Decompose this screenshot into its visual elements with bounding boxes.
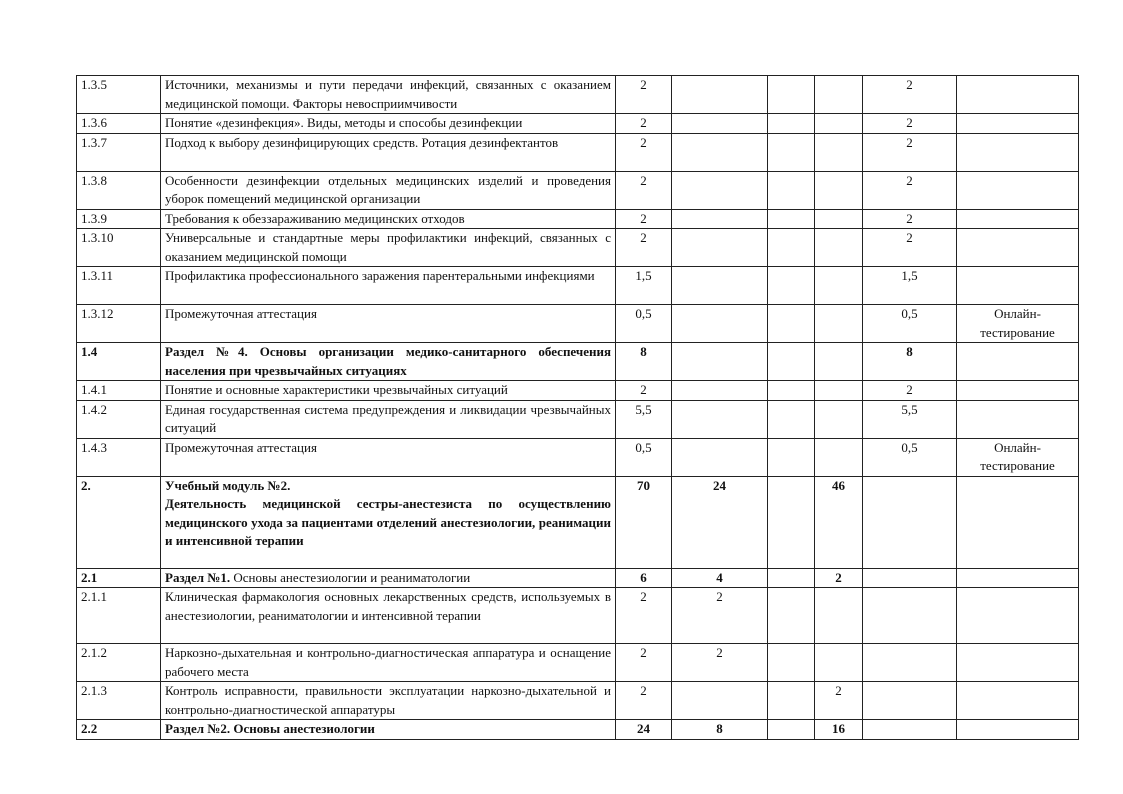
row-title — [161, 114, 616, 134]
table-row — [77, 381, 1079, 401]
row-title — [161, 438, 616, 476]
hours-col-3 — [768, 476, 815, 568]
control-form — [957, 381, 1079, 401]
row-title — [161, 76, 616, 114]
hours-lectures — [672, 682, 768, 720]
hours-total: 8 — [616, 343, 672, 381]
hours-total: 2 — [616, 644, 672, 682]
hours-distance: 2 — [863, 381, 957, 401]
hours-practice — [815, 644, 863, 682]
hours-lectures — [672, 209, 768, 229]
row-code: 1.4 — [77, 343, 161, 381]
hours-distance: 2 — [863, 229, 957, 267]
hours-practice — [815, 114, 863, 134]
hours-col-3 — [768, 171, 815, 209]
control-form — [957, 267, 1079, 305]
control-form: Онлайн-тестирование — [957, 305, 1079, 343]
control-form — [957, 114, 1079, 134]
hours-col-3 — [768, 682, 815, 720]
hours-lectures: 24 — [672, 476, 768, 568]
control-form — [957, 209, 1079, 229]
row-title — [161, 400, 616, 438]
row-title-text: Источники, механизмы и пути передачи инфекций, связанных с оказанием медицинской помощи. Факторы невосприимчивости — [165, 77, 611, 111]
hours-total: 1,5 — [616, 267, 672, 305]
row-title-text: Особенности дезинфекции отдельных медицинских изделий и проведения уборок помещений медицинской организации — [165, 172, 611, 206]
row-title — [161, 305, 616, 343]
table-row — [77, 682, 1079, 720]
row-title-text: Раздел №1. — [165, 569, 231, 585]
hours-practice: 2 — [815, 568, 863, 588]
row-title-line: Деятельность медицинской сестры-анестезиста по осуществлению медицинского ухода за пациентами отделений анестезиологии, реанимации и интенсивной терапии — [165, 496, 611, 548]
table-row — [77, 229, 1079, 267]
row-code: 2.1.3 — [77, 682, 161, 720]
row-code: 1.4.3 — [77, 438, 161, 476]
hours-distance: 2 — [863, 171, 957, 209]
row-code: 1.3.6 — [77, 114, 161, 134]
hours-col-3 — [768, 305, 815, 343]
hours-practice: 46 — [815, 476, 863, 568]
hours-col-3 — [768, 568, 815, 588]
row-title — [161, 343, 616, 381]
hours-lectures — [672, 343, 768, 381]
hours-distance — [863, 588, 957, 644]
hours-distance: 5,5 — [863, 400, 957, 438]
hours-total: 2 — [616, 171, 672, 209]
hours-col-3 — [768, 381, 815, 401]
hours-lectures — [672, 133, 768, 171]
row-title — [161, 720, 616, 740]
control-form — [957, 568, 1079, 588]
row-title-text: Универсальные и стандартные меры профилактики инфекций, связанных с оказанием медицинской помощи — [165, 230, 611, 264]
hours-distance: 8 — [863, 343, 957, 381]
hours-total: 70 — [616, 476, 672, 568]
hours-total: 2 — [616, 114, 672, 134]
hours-total: 2 — [616, 588, 672, 644]
row-title — [161, 682, 616, 720]
control-form — [957, 229, 1079, 267]
hours-practice — [815, 76, 863, 114]
hours-practice — [815, 209, 863, 229]
row-title-text: Учебный модуль №2. — [165, 477, 291, 493]
row-code: 1.3.7 — [77, 133, 161, 171]
control-form — [957, 682, 1079, 720]
hours-lectures: 4 — [672, 568, 768, 588]
hours-lectures — [672, 76, 768, 114]
control-form — [957, 171, 1079, 209]
hours-lectures: 2 — [672, 644, 768, 682]
hours-distance: 2 — [863, 76, 957, 114]
row-title — [161, 568, 616, 588]
hours-practice — [815, 133, 863, 171]
hours-total: 2 — [616, 209, 672, 229]
hours-distance: 2 — [863, 114, 957, 134]
hours-practice — [815, 171, 863, 209]
hours-col-3 — [768, 343, 815, 381]
hours-distance: 0,5 — [863, 438, 957, 476]
control-form — [957, 588, 1079, 644]
hours-practice — [815, 343, 863, 381]
hours-total: 2 — [616, 682, 672, 720]
hours-distance — [863, 568, 957, 588]
table-row — [77, 568, 1079, 588]
row-title-text: Контроль исправности, правильности эксплуатации наркозно-дыхательной и контрольно-диагностической аппаратуры — [165, 683, 611, 717]
row-code: 2.1 — [77, 568, 161, 588]
hours-distance: 2 — [863, 133, 957, 171]
row-title-text: Наркозно-дыхательная и контрольно-диагностическая аппаратура и оснащение рабочего места — [165, 645, 611, 679]
row-code: 2.1.1 — [77, 588, 161, 644]
hours-distance — [863, 644, 957, 682]
hours-practice — [815, 438, 863, 476]
row-title-text: Подход к выбору дезинфицирующих средств. Ротация дезинфектантов — [165, 134, 559, 150]
table-row — [77, 209, 1079, 229]
hours-lectures — [672, 381, 768, 401]
row-title — [161, 229, 616, 267]
control-form — [957, 133, 1079, 171]
hours-distance — [863, 682, 957, 720]
hours-distance — [863, 720, 957, 740]
table-row — [77, 400, 1079, 438]
row-title — [161, 381, 616, 401]
curriculum-table — [76, 75, 1079, 740]
hours-total: 2 — [616, 229, 672, 267]
row-code: 2.1.2 — [77, 644, 161, 682]
hours-col-3 — [768, 588, 815, 644]
hours-distance — [863, 476, 957, 568]
hours-total: 6 — [616, 568, 672, 588]
hours-col-3 — [768, 76, 815, 114]
hours-practice — [815, 381, 863, 401]
hours-lectures — [672, 305, 768, 343]
hours-practice — [815, 305, 863, 343]
hours-practice — [815, 588, 863, 644]
row-code: 1.4.1 — [77, 381, 161, 401]
hours-col-3 — [768, 267, 815, 305]
row-code: 1.4.2 — [77, 400, 161, 438]
table-row — [77, 133, 1079, 171]
row-title — [161, 644, 616, 682]
row-title-text: Единая государственная система предупреждения и ликвидации чрезвычайных ситуаций — [165, 401, 611, 435]
row-code: 2. — [77, 476, 161, 568]
table-row — [77, 644, 1079, 682]
table-row — [77, 76, 1079, 114]
control-form: Онлайн-тестирование — [957, 438, 1079, 476]
hours-lectures: 2 — [672, 588, 768, 644]
hours-lectures: 8 — [672, 720, 768, 740]
table-row — [77, 343, 1079, 381]
hours-practice: 16 — [815, 720, 863, 740]
hours-practice — [815, 267, 863, 305]
hours-lectures — [672, 438, 768, 476]
hours-lectures — [672, 229, 768, 267]
row-title — [161, 476, 616, 568]
row-code: 2.2 — [77, 720, 161, 740]
hours-lectures — [672, 114, 768, 134]
hours-col-3 — [768, 114, 815, 134]
row-code: 1.3.9 — [77, 209, 161, 229]
hours-total: 0,5 — [616, 305, 672, 343]
hours-col-3 — [768, 720, 815, 740]
row-title-text: Клиническая фармакология основных лекарственных средств, используемых в анестезиологии, реаниматологии и интенсивной терапии — [165, 589, 611, 623]
table-row — [77, 267, 1079, 305]
hours-lectures — [672, 267, 768, 305]
table-body — [77, 76, 1079, 740]
hours-lectures — [672, 171, 768, 209]
row-title-text: Раздел №4. Основы организации медико-санитарного обеспечения населения при чрезвычайных ситуациях — [165, 344, 611, 378]
hours-practice: 2 — [815, 682, 863, 720]
hours-col-3 — [768, 644, 815, 682]
control-form — [957, 720, 1079, 740]
row-code: 1.3.10 — [77, 229, 161, 267]
row-code: 1.3.5 — [77, 76, 161, 114]
row-code: 1.3.11 — [77, 267, 161, 305]
hours-practice — [815, 229, 863, 267]
hours-col-3 — [768, 438, 815, 476]
table-row — [77, 720, 1079, 740]
row-code: 1.3.12 — [77, 305, 161, 343]
row-title-text: Понятие «дезинфекция». Виды, методы и способы дезинфекции — [165, 115, 523, 130]
row-code: 1.3.8 — [77, 171, 161, 209]
hours-col-3 — [768, 400, 815, 438]
row-title-text: Промежуточная аттестация — [165, 306, 317, 321]
control-form — [957, 644, 1079, 682]
hours-total: 5,5 — [616, 400, 672, 438]
row-title — [161, 267, 616, 305]
table-row — [77, 438, 1079, 476]
hours-col-3 — [768, 133, 815, 171]
hours-distance: 1,5 — [863, 267, 957, 305]
row-title — [161, 209, 616, 229]
row-title-text: Профилактика профессионального заражения парентеральными инфекциями — [165, 268, 595, 283]
hours-col-3 — [768, 229, 815, 267]
hours-total: 2 — [616, 381, 672, 401]
row-title — [161, 171, 616, 209]
row-title-text: Требования к обеззараживанию медицинских отходов — [165, 210, 465, 226]
hours-practice — [815, 400, 863, 438]
row-title-text: Раздел №2. Основы анестезиологии — [165, 721, 375, 736]
table-row — [77, 114, 1079, 134]
row-title — [161, 133, 616, 171]
hours-total: 24 — [616, 720, 672, 740]
control-form — [957, 476, 1079, 568]
table-row — [77, 171, 1079, 209]
control-form — [957, 76, 1079, 114]
row-title-text: Понятие и основные характеристики чрезвычайных ситуаций — [165, 382, 508, 397]
row-title-text: Промежуточная аттестация — [165, 439, 317, 455]
hours-col-3 — [768, 209, 815, 229]
row-title — [161, 588, 616, 644]
hours-total: 0,5 — [616, 438, 672, 476]
hours-distance: 2 — [863, 209, 957, 229]
hours-total: 2 — [616, 133, 672, 171]
row-title-rest: Основы анестезиологии и реаниматологии — [230, 569, 471, 585]
hours-total: 2 — [616, 76, 672, 114]
table-row — [77, 588, 1079, 644]
control-form — [957, 343, 1079, 381]
hours-distance: 0,5 — [863, 305, 957, 343]
control-form — [957, 400, 1079, 438]
table-row — [77, 305, 1079, 343]
table-row — [77, 476, 1079, 568]
hours-lectures — [672, 400, 768, 438]
